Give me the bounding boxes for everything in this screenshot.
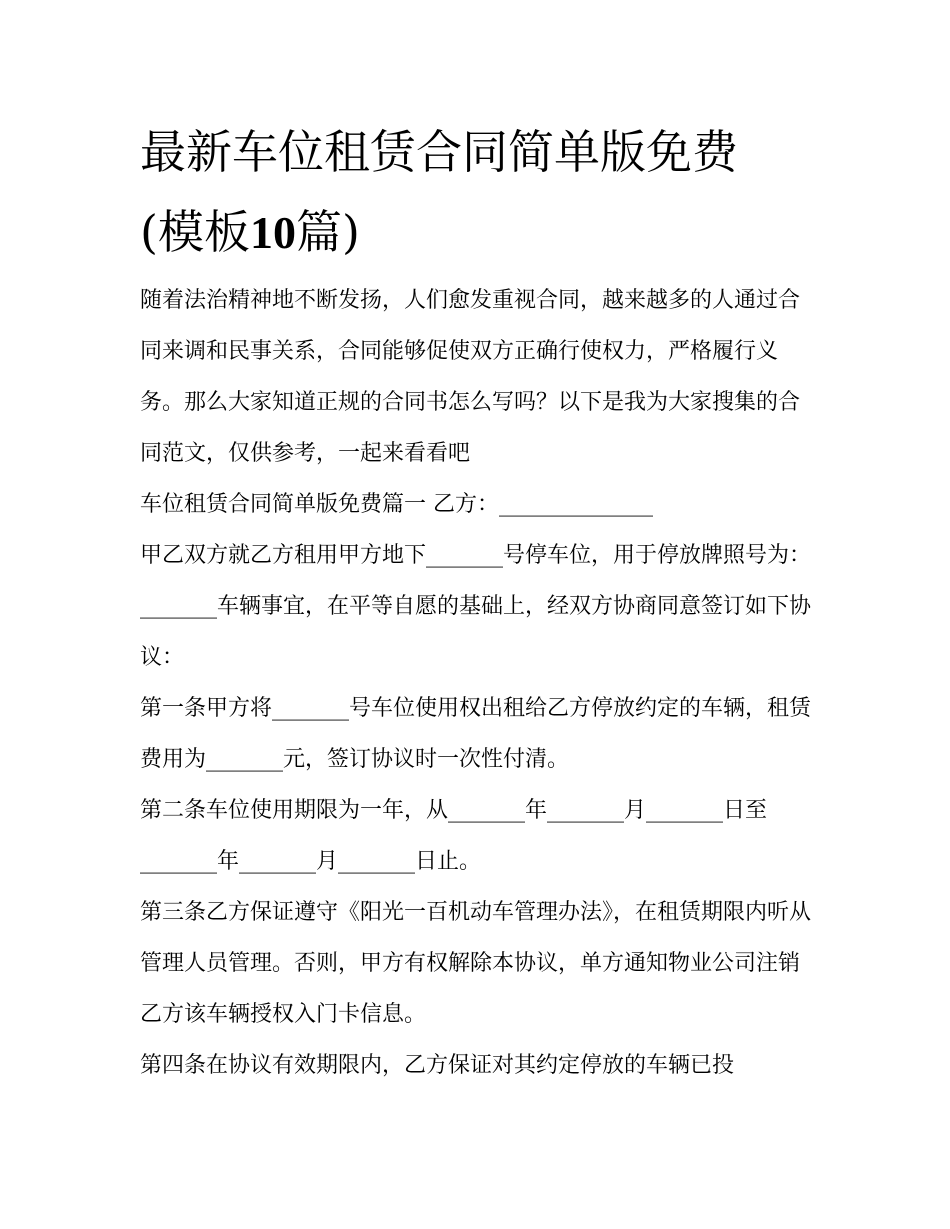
document-title — [140, 112, 830, 273]
title-line-2-close: 篇) — [295, 205, 360, 259]
article-2: 第二条车位使用期限为一年，从_______年_______月_______日至_______年_______月_______日止。 — [140, 798, 768, 874]
title-line-1: 最新车位租赁合同简单版免费 — [140, 125, 738, 179]
article-3: 第三条乙方保证遵守《阳光一百机动车管理办法》，在租赁期限内听从管理人员管理。否则，甲方有权解除本协议，单方通知物业公司注销乙方该车辆授权入门卡信息。 — [140, 900, 812, 1027]
intro-paragraph: 随着法治精神地不断发扬，人们愈发重视合同，越来越多的人通过合同来调和民事关系，合同能够促使双方正确行使权力，严格履行义务。那么大家知道正规的合同书怎么写吗？以下是我为大家搜集的合同范文，仅供参考，一起来看看吧 — [140, 288, 801, 466]
article-1: 第一条甲方将_______号车位使用权出租给乙方停放约定的车辆，租赁费用为_______元，签订协议时一次性付清。 — [140, 696, 812, 772]
document-body — [140, 275, 820, 1091]
title-line-2-open: (模板 — [140, 205, 250, 259]
section-heading: 车位租赁合同简单版免费篇一 乙方：______________ — [140, 492, 653, 517]
preamble-paragraph: 甲乙双方就乙方租用甲方地下_______号停车位，用于停放牌照号为：_______车辆事宜，在平等自愿的基础上，经双方协商同意签订如下协议： — [140, 543, 812, 670]
title-line-2-number: 10 — [249, 207, 296, 258]
article-4: 第四条在协议有效期限内，乙方保证对其约定停放的车辆已投 — [140, 1053, 735, 1078]
